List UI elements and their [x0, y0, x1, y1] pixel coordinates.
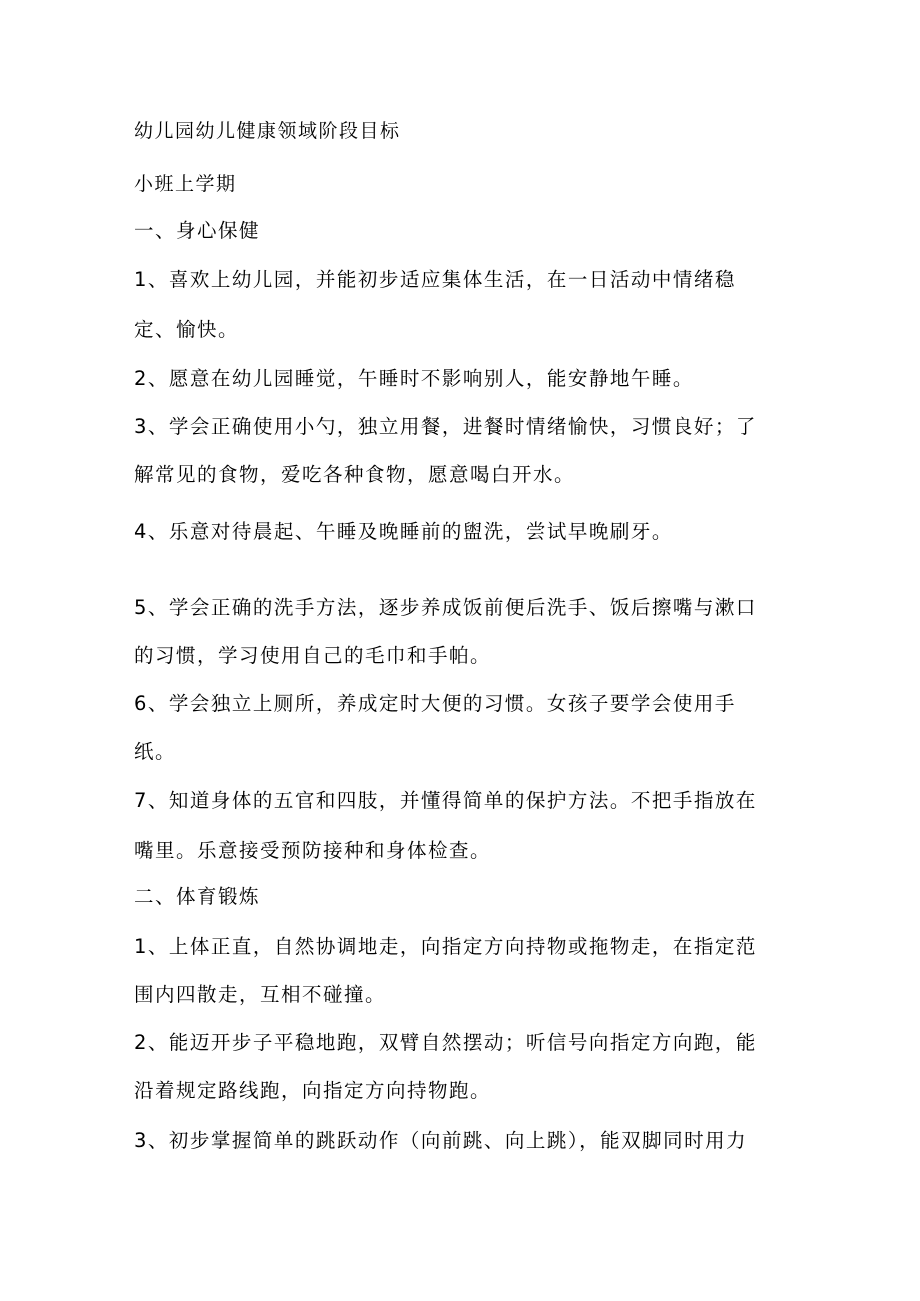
- paragraph-line: 的习惯，学习使用自己的毛巾和手帕。: [134, 644, 492, 667]
- paragraph-line: 沿着规定路线跑，向指定方向持物跑。: [134, 1079, 492, 1102]
- paragraph-line: 解常见的食物，爱吃各种食物，愿意喝白开水。: [134, 463, 576, 486]
- paragraph-line: 2、愿意在幼儿园睡觉，午睡时不影响别人，能安静地午睡。: [134, 367, 694, 390]
- paragraph-line: 2、能迈开步子平稳地跑，双臂自然摆动；听信号向指定方向跑，能: [134, 1031, 757, 1054]
- paragraph-line: 5、学会正确的洗手方法，逐步养成饭前便后洗手、饭后擦嘴与漱口: [134, 596, 757, 619]
- paragraph-line: 嘴里。乐意接受预防接种和身体检查。: [134, 839, 492, 862]
- document-title: 幼儿园幼儿健康领域阶段目标: [134, 120, 401, 142]
- paragraph-line: 3、学会正确使用小勺，独立用餐，进餐时情绪愉快，习惯良好；了: [134, 415, 757, 438]
- paragraph-line: 纸。: [134, 740, 177, 763]
- paragraph-line: 1、喜欢上幼儿园，并能初步适应集体生活，在一日活动中情绪稳: [134, 268, 736, 291]
- paragraph-line: 7、知道身体的五官和四肢，并懂得简单的保护方法。不把手指放在: [134, 789, 757, 812]
- paragraph-line: 围内四散走，互相不碰撞。: [134, 983, 387, 1006]
- paragraph-line: 6、学会独立上厕所，养成定时大便的习惯。女孩子要学会使用手: [134, 692, 736, 715]
- paragraph-line: 4、乐意对待晨起、午睡及晚睡前的盥洗，尝试早晚刷牙。: [134, 520, 673, 543]
- semester-heading: 小班上学期: [134, 173, 237, 195]
- section-heading-physical-exercise: 二、体育锻炼: [134, 885, 261, 908]
- paragraph-line: 1、上体正直，自然协调地走，向指定方向持物或拖物走，在指定范: [134, 935, 757, 958]
- paragraph-line: 3、初步掌握简单的跳跃动作（向前跳、向上跳），能双脚同时用力: [134, 1129, 748, 1152]
- section-heading-health-care: 一、身心保健: [134, 219, 261, 242]
- paragraph-line: 定、愉快。: [134, 318, 240, 341]
